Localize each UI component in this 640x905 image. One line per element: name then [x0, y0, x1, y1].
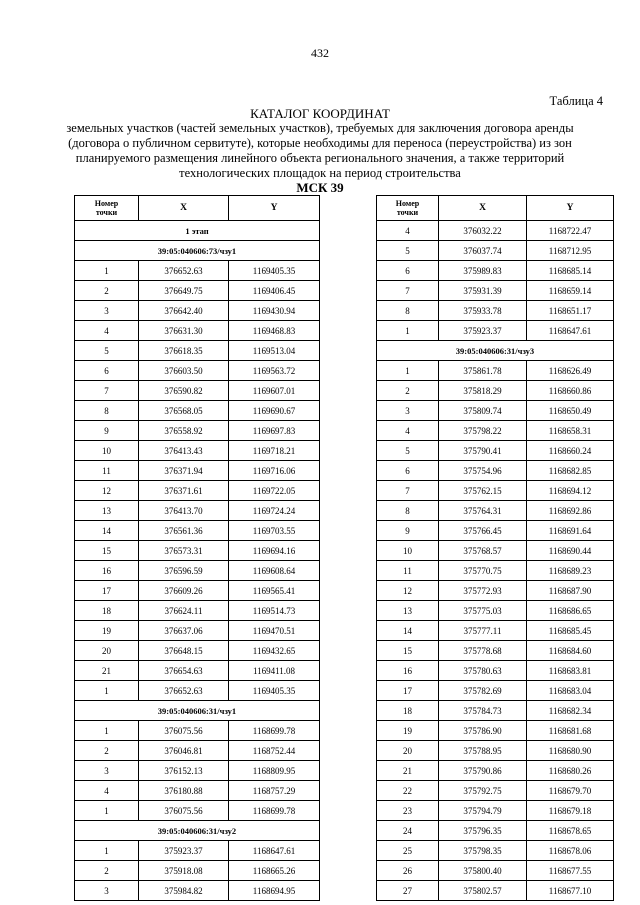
y-coordinate-cell: 1168678.06 — [527, 841, 614, 861]
x-coordinate-cell: 375790.41 — [439, 441, 527, 461]
x-coordinate-cell: 375792.75 — [439, 781, 527, 801]
page-number: 432 — [311, 46, 329, 60]
x-coordinate-cell: 376413.43 — [139, 441, 229, 461]
point-number-cell: 14 — [75, 521, 139, 541]
y-coordinate-cell: 1168691.64 — [527, 521, 614, 541]
x-coordinate-cell: 376596.59 — [139, 561, 229, 581]
x-coordinate-cell: 376180.88 — [139, 781, 229, 801]
x-coordinate-cell: 375766.45 — [439, 521, 527, 541]
x-coordinate-cell: 376642.40 — [139, 301, 229, 321]
point-number-cell: 1 — [377, 361, 439, 381]
point-number-header — [377, 196, 439, 221]
table-row — [377, 661, 614, 681]
group-title: 39:05:040606:31/чзу3 — [377, 341, 614, 361]
y-coordinate-cell: 1169722.05 — [229, 481, 320, 501]
point-number-cell: 15 — [377, 641, 439, 661]
coordinate-table-left — [74, 195, 320, 901]
x-coordinate-cell: 375777.11 — [439, 621, 527, 641]
y-coordinate-cell: 1168680.90 — [527, 741, 614, 761]
y-coordinate-cell: 1169697.83 — [229, 421, 320, 441]
point-number-cell: 4 — [377, 421, 439, 441]
point-number-cell: 2 — [75, 861, 139, 881]
table-row — [75, 481, 320, 501]
y-coordinate-cell: 1168694.95 — [229, 881, 320, 901]
point-number-cell: 9 — [377, 521, 439, 541]
table-row — [377, 461, 614, 481]
x-coordinate-cell: 376371.61 — [139, 481, 229, 501]
x-coordinate-cell: 375764.31 — [439, 501, 527, 521]
y-coordinate-cell: 1169513.04 — [229, 341, 320, 361]
x-coordinate-cell: 376152.13 — [139, 761, 229, 781]
point-number-cell: 7 — [377, 481, 439, 501]
x-coordinate-cell: 376652.63 — [139, 261, 229, 281]
x-coordinate-cell: 376648.15 — [139, 641, 229, 661]
y-coordinate-cell: 1168650.49 — [527, 401, 614, 421]
point-number-cell: 3 — [377, 401, 439, 421]
point-number-cell: 19 — [377, 721, 439, 741]
point-number-cell: 18 — [75, 601, 139, 621]
catalog-heading — [50, 106, 590, 195]
y-coordinate-cell: 1169432.65 — [229, 641, 320, 661]
point-number-cell: 9 — [75, 421, 139, 441]
point-number-cell: 12 — [75, 481, 139, 501]
table-row — [75, 721, 320, 741]
x-coordinate-cell: 376603.50 — [139, 361, 229, 381]
x-coordinate-cell: 375770.75 — [439, 561, 527, 581]
y-coordinate-cell: 1168660.24 — [527, 441, 614, 461]
group-header-row — [377, 341, 614, 361]
table-row — [75, 781, 320, 801]
y-coordinate-cell: 1169514.73 — [229, 601, 320, 621]
table-row — [377, 241, 614, 261]
group-header-row — [75, 241, 320, 261]
y-coordinate-cell: 1169724.24 — [229, 501, 320, 521]
table-row — [75, 881, 320, 901]
table-row — [75, 281, 320, 301]
y-coordinate-cell: 1168687.90 — [527, 581, 614, 601]
x-header: X — [439, 196, 527, 221]
point-header-line: Номер — [94, 199, 119, 208]
table-row — [75, 541, 320, 561]
point-number-cell: 6 — [377, 461, 439, 481]
y-coordinate-cell: 1168722.47 — [527, 221, 614, 241]
point-number-cell: 10 — [377, 541, 439, 561]
point-number-cell: 2 — [75, 741, 139, 761]
point-number-cell: 1 — [75, 801, 139, 821]
y-coordinate-cell: 1169607.01 — [229, 381, 320, 401]
y-coordinate-cell: 1168690.44 — [527, 541, 614, 561]
y-coordinate-cell: 1168686.65 — [527, 601, 614, 621]
y-coordinate-cell: 1169406.45 — [229, 281, 320, 301]
point-number-cell: 4 — [75, 321, 139, 341]
point-number-header — [75, 196, 139, 221]
x-coordinate-cell: 375933.78 — [439, 301, 527, 321]
point-number-cell: 7 — [75, 381, 139, 401]
table-row — [377, 281, 614, 301]
x-coordinate-cell: 375786.90 — [439, 721, 527, 741]
x-coordinate-cell: 376561.36 — [139, 521, 229, 541]
table-row — [75, 601, 320, 621]
table-row — [75, 661, 320, 681]
table-row — [377, 301, 614, 321]
x-coordinate-cell: 375931.39 — [439, 281, 527, 301]
x-coordinate-cell: 376046.81 — [139, 741, 229, 761]
point-header-line: точки — [396, 208, 419, 217]
point-number-cell: 21 — [75, 661, 139, 681]
y-coordinate-cell: 1168647.61 — [229, 841, 320, 861]
catalog-title: КАТАЛОГ КООРДИНАТ — [250, 106, 390, 121]
table-row — [377, 441, 614, 461]
x-coordinate-cell: 376558.92 — [139, 421, 229, 441]
x-coordinate-cell: 375800.40 — [439, 861, 527, 881]
y-coordinate-cell: 1168660.86 — [527, 381, 614, 401]
y-coordinate-cell: 1169405.35 — [229, 261, 320, 281]
point-header-line: Номер — [395, 199, 420, 208]
point-number-cell: 2 — [377, 381, 439, 401]
point-number-cell: 3 — [75, 881, 139, 901]
x-coordinate-cell: 376075.56 — [139, 801, 229, 821]
x-coordinate-cell: 375984.82 — [139, 881, 229, 901]
y-coordinate-cell: 1168685.45 — [527, 621, 614, 641]
table-row — [75, 301, 320, 321]
x-coordinate-cell: 376573.31 — [139, 541, 229, 561]
x-coordinate-cell: 375989.83 — [439, 261, 527, 281]
y-coordinate-cell: 1168626.49 — [527, 361, 614, 381]
y-coordinate-cell: 1169430.94 — [229, 301, 320, 321]
table-row — [75, 801, 320, 821]
y-coordinate-cell: 1168677.10 — [527, 881, 614, 901]
y-coordinate-cell: 1169718.21 — [229, 441, 320, 461]
group-title: 1 этап — [75, 221, 320, 241]
x-coordinate-cell: 376413.70 — [139, 501, 229, 521]
x-coordinate-cell: 375788.95 — [439, 741, 527, 761]
group-title: 39:05:040606:31/чзу2 — [75, 821, 320, 841]
table-row — [377, 401, 614, 421]
table-header-row — [75, 196, 320, 221]
y-coordinate-cell: 1168678.65 — [527, 821, 614, 841]
x-coordinate-cell: 375923.37 — [439, 321, 527, 341]
point-number-cell: 6 — [75, 361, 139, 381]
point-header-line: точки — [95, 208, 118, 217]
point-number-cell: 13 — [377, 601, 439, 621]
table-row — [75, 441, 320, 461]
y-coordinate-cell: 1168647.61 — [527, 321, 614, 341]
point-number-cell: 3 — [75, 301, 139, 321]
point-number-cell: 3 — [75, 761, 139, 781]
y-coordinate-cell: 1169703.55 — [229, 521, 320, 541]
table-row — [377, 541, 614, 561]
point-number-cell: 1 — [75, 841, 139, 861]
x-coordinate-cell: 376032.22 — [439, 221, 527, 241]
table-row — [75, 261, 320, 281]
x-coordinate-cell: 375790.86 — [439, 761, 527, 781]
x-coordinate-cell: 376652.63 — [139, 681, 229, 701]
x-coordinate-cell: 375796.35 — [439, 821, 527, 841]
point-number-cell: 8 — [377, 501, 439, 521]
y-coordinate-cell: 1168757.29 — [229, 781, 320, 801]
table-row — [75, 401, 320, 421]
point-number-cell: 5 — [377, 441, 439, 461]
x-coordinate-cell: 375798.22 — [439, 421, 527, 441]
table-row — [75, 561, 320, 581]
table-row — [75, 461, 320, 481]
y-coordinate-cell: 1168684.60 — [527, 641, 614, 661]
point-number-cell: 15 — [75, 541, 139, 561]
y-coordinate-cell: 1168680.26 — [527, 761, 614, 781]
table-row — [75, 641, 320, 661]
x-coordinate-cell: 375794.79 — [439, 801, 527, 821]
y-coordinate-cell: 1169716.06 — [229, 461, 320, 481]
y-coordinate-cell: 1169563.72 — [229, 361, 320, 381]
x-coordinate-cell: 376624.11 — [139, 601, 229, 621]
table-row — [377, 641, 614, 661]
y-coordinate-cell: 1169690.67 — [229, 401, 320, 421]
x-coordinate-cell: 376590.82 — [139, 381, 229, 401]
group-header-row — [75, 221, 320, 241]
table-row — [377, 721, 614, 741]
x-coordinate-cell: 375762.15 — [439, 481, 527, 501]
table-row — [377, 841, 614, 861]
point-number-cell: 26 — [377, 861, 439, 881]
table-row — [377, 621, 614, 641]
point-number-cell: 17 — [75, 581, 139, 601]
y-coordinate-cell: 1169694.16 — [229, 541, 320, 561]
point-number-cell: 1 — [75, 681, 139, 701]
table-row — [75, 381, 320, 401]
table-row — [377, 561, 614, 581]
x-coordinate-cell: 375754.96 — [439, 461, 527, 481]
table-row — [377, 581, 614, 601]
x-coordinate-cell: 375923.37 — [139, 841, 229, 861]
y-coordinate-cell: 1168712.95 — [527, 241, 614, 261]
point-number-cell: 22 — [377, 781, 439, 801]
x-coordinate-cell: 375778.68 — [439, 641, 527, 661]
point-number-cell: 2 — [75, 281, 139, 301]
x-coordinate-cell: 376037.74 — [439, 241, 527, 261]
y-header: Y — [527, 196, 614, 221]
table-row — [75, 761, 320, 781]
subtitle-line: земельных участков (частей земельных участков), требуемых для заключения договора аренды — [66, 121, 574, 135]
group-header-row — [75, 821, 320, 841]
point-number-cell: 13 — [75, 501, 139, 521]
x-coordinate-cell: 375798.35 — [439, 841, 527, 861]
table-row — [75, 421, 320, 441]
point-number-cell: 20 — [75, 641, 139, 661]
x-coordinate-cell: 375772.93 — [439, 581, 527, 601]
point-number-cell: 24 — [377, 821, 439, 841]
y-coordinate-cell: 1168809.95 — [229, 761, 320, 781]
y-coordinate-cell: 1169468.83 — [229, 321, 320, 341]
table-row — [377, 701, 614, 721]
x-coordinate-cell: 375809.74 — [439, 401, 527, 421]
x-coordinate-cell: 376631.30 — [139, 321, 229, 341]
y-coordinate-cell: 1168679.18 — [527, 801, 614, 821]
subtitle-line: (договора о публичном сервитуте), которые необходимы для переноса (переустройства) из зон — [68, 136, 572, 150]
x-coordinate-cell: 375918.08 — [139, 861, 229, 881]
y-coordinate-cell: 1168679.70 — [527, 781, 614, 801]
x-coordinate-cell: 375780.63 — [439, 661, 527, 681]
table-row — [75, 581, 320, 601]
point-number-cell: 8 — [377, 301, 439, 321]
y-coordinate-cell: 1168699.78 — [229, 801, 320, 821]
y-coordinate-cell: 1168658.31 — [527, 421, 614, 441]
point-number-cell: 21 — [377, 761, 439, 781]
table-row — [377, 601, 614, 621]
y-coordinate-cell: 1169405.35 — [229, 681, 320, 701]
point-number-cell: 5 — [75, 341, 139, 361]
y-coordinate-cell: 1168659.14 — [527, 281, 614, 301]
table-row — [75, 341, 320, 361]
table-row — [75, 621, 320, 641]
y-coordinate-cell: 1168683.04 — [527, 681, 614, 701]
table-row — [377, 861, 614, 881]
table-row — [377, 681, 614, 701]
y-coordinate-cell: 1169565.41 — [229, 581, 320, 601]
point-number-cell: 12 — [377, 581, 439, 601]
table-row — [75, 741, 320, 761]
point-number-cell: 1 — [75, 261, 139, 281]
table-row — [377, 521, 614, 541]
x-coordinate-cell: 376371.94 — [139, 461, 229, 481]
y-header: Y — [229, 196, 320, 221]
point-number-cell: 19 — [75, 621, 139, 641]
point-number-cell: 11 — [377, 561, 439, 581]
table-row — [377, 761, 614, 781]
point-number-cell: 5 — [377, 241, 439, 261]
group-title: 39:05:040606:73/чзу1 — [75, 241, 320, 261]
point-number-cell: 1 — [377, 321, 439, 341]
x-coordinate-cell: 375802.57 — [439, 881, 527, 901]
y-coordinate-cell: 1169411.08 — [229, 661, 320, 681]
table-label: Таблица 4 — [549, 94, 603, 108]
group-header-row — [75, 701, 320, 721]
y-coordinate-cell: 1168694.12 — [527, 481, 614, 501]
table-row — [75, 321, 320, 341]
y-coordinate-cell: 1168682.85 — [527, 461, 614, 481]
coordinate-system: МСК 39 — [296, 180, 344, 195]
subtitle-line: планируемого размещения линейного объекта регионального значения, а также территорий — [75, 151, 565, 165]
y-coordinate-cell: 1169608.64 — [229, 561, 320, 581]
y-coordinate-cell: 1168677.55 — [527, 861, 614, 881]
table-row — [377, 481, 614, 501]
y-coordinate-cell: 1168692.86 — [527, 501, 614, 521]
table-row — [377, 321, 614, 341]
table-row — [377, 741, 614, 761]
point-number-cell: 1 — [75, 721, 139, 741]
x-coordinate-cell: 375784.73 — [439, 701, 527, 721]
point-number-cell: 25 — [377, 841, 439, 861]
y-coordinate-cell: 1168689.23 — [527, 561, 614, 581]
table-row — [377, 821, 614, 841]
table-row — [75, 681, 320, 701]
x-coordinate-cell: 376618.35 — [139, 341, 229, 361]
table-row — [377, 361, 614, 381]
x-coordinate-cell: 375775.03 — [439, 601, 527, 621]
point-number-cell: 6 — [377, 261, 439, 281]
table-row — [377, 501, 614, 521]
y-coordinate-cell: 1168685.14 — [527, 261, 614, 281]
point-number-cell: 4 — [75, 781, 139, 801]
x-coordinate-cell: 376609.26 — [139, 581, 229, 601]
point-number-cell: 18 — [377, 701, 439, 721]
table-row — [75, 361, 320, 381]
x-coordinate-cell: 376637.06 — [139, 621, 229, 641]
point-number-cell: 23 — [377, 801, 439, 821]
point-number-cell: 17 — [377, 681, 439, 701]
x-coordinate-cell: 375818.29 — [439, 381, 527, 401]
y-coordinate-cell: 1168665.26 — [229, 861, 320, 881]
point-number-cell: 16 — [75, 561, 139, 581]
point-number-cell: 27 — [377, 881, 439, 901]
point-number-cell: 20 — [377, 741, 439, 761]
x-coordinate-cell: 375782.69 — [439, 681, 527, 701]
point-number-cell: 11 — [75, 461, 139, 481]
coordinate-table-right — [376, 195, 614, 901]
x-coordinate-cell: 376568.05 — [139, 401, 229, 421]
y-coordinate-cell: 1168699.78 — [229, 721, 320, 741]
table-row — [377, 261, 614, 281]
group-title: 39:05:040606:31/чзу1 — [75, 701, 320, 721]
table-row — [377, 881, 614, 901]
table-row — [377, 221, 614, 241]
table-row — [377, 421, 614, 441]
point-number-cell: 7 — [377, 281, 439, 301]
y-coordinate-cell: 1169470.51 — [229, 621, 320, 641]
x-coordinate-cell: 375861.78 — [439, 361, 527, 381]
x-coordinate-cell: 376649.75 — [139, 281, 229, 301]
y-coordinate-cell: 1168682.34 — [527, 701, 614, 721]
y-coordinate-cell: 1168681.68 — [527, 721, 614, 741]
x-header: X — [139, 196, 229, 221]
x-coordinate-cell: 375768.57 — [439, 541, 527, 561]
table-row — [75, 841, 320, 861]
table-row — [377, 381, 614, 401]
point-number-cell: 10 — [75, 441, 139, 461]
table-row — [75, 861, 320, 881]
x-coordinate-cell: 376075.56 — [139, 721, 229, 741]
table-row — [377, 781, 614, 801]
table-row — [75, 501, 320, 521]
table-row — [377, 801, 614, 821]
table-row — [75, 521, 320, 541]
point-number-cell: 8 — [75, 401, 139, 421]
y-coordinate-cell: 1168683.81 — [527, 661, 614, 681]
subtitle-line: технологических площадок на период строительства — [179, 166, 461, 180]
point-number-cell: 16 — [377, 661, 439, 681]
y-coordinate-cell: 1168651.17 — [527, 301, 614, 321]
x-coordinate-cell: 376654.63 — [139, 661, 229, 681]
table-header-row — [377, 196, 614, 221]
point-number-cell: 14 — [377, 621, 439, 641]
point-number-cell: 4 — [377, 221, 439, 241]
y-coordinate-cell: 1168752.44 — [229, 741, 320, 761]
